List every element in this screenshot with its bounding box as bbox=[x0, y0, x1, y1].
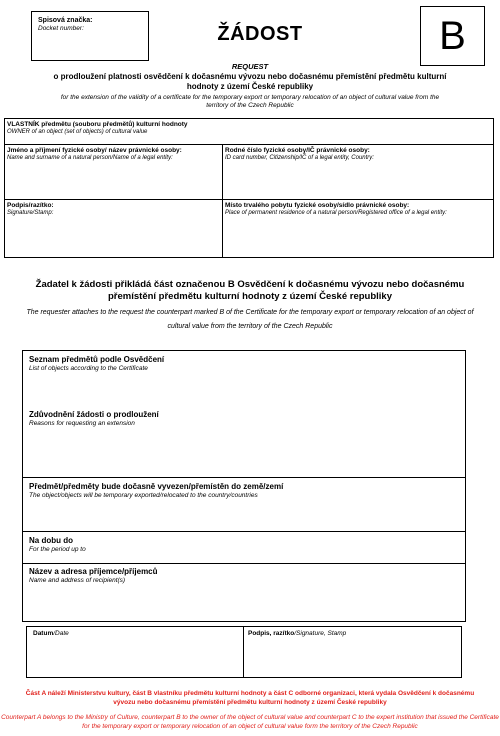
owner-signature-label-en: Signature/Stamp: bbox=[7, 210, 54, 216]
title-en: REQUEST bbox=[231, 62, 269, 71]
recipient-field[interactable] bbox=[23, 564, 465, 621]
owner-id-label-cz: Rodné číslo fyzické osoby/IČ právnické osoby: bbox=[225, 147, 370, 154]
period-label-cz: Na dobu do bbox=[29, 536, 73, 545]
objects-list-field[interactable] bbox=[23, 351, 465, 406]
date-label-cz: Datum bbox=[33, 630, 54, 637]
owner-signature-field[interactable] bbox=[5, 200, 222, 258]
owner-section bbox=[4, 118, 494, 258]
owner-id-label-en: ID card number, Citizenship/IČ of a legal entity, Country: bbox=[225, 155, 374, 161]
request-subtitle-cz: o prodloužení platnosti osvědčení k dočasnému vývozu nebo dočasnému přemístění předmětu kulturní hodnoty z území České republiky bbox=[53, 72, 447, 91]
recipient-label-en: Name and address of recipient(s) bbox=[29, 577, 126, 584]
docket-number-box[interactable] bbox=[31, 11, 149, 61]
date-field[interactable] bbox=[27, 627, 243, 677]
request-details-section bbox=[22, 350, 466, 622]
owner-name-label-en: Name and surname of a natural person/Name of a legal entity: bbox=[7, 155, 173, 161]
period-label-en: For the period up to bbox=[29, 546, 86, 553]
owner-id-field[interactable] bbox=[223, 145, 493, 199]
destination-country-label-cz: Předmět/předměty bude dočasně vyvezen/přemístěn do země/zemí bbox=[29, 482, 284, 491]
signature-label-cz: Podpis, razítko bbox=[248, 630, 295, 637]
signature-row bbox=[26, 626, 462, 678]
owner-residence-label-en: Place of permanent residence of a natural person/Registered office of a legal entity: bbox=[225, 210, 447, 216]
docket-label-cz: Spisová značka: bbox=[38, 17, 93, 24]
owner-heading bbox=[5, 119, 493, 145]
signature-stamp-field[interactable] bbox=[244, 627, 461, 677]
objects-list-label-cz: Seznam předmětů podle Osvědčení bbox=[29, 355, 165, 364]
recipient-label-cz: Název a adresa příjemce/příjemců bbox=[29, 567, 158, 576]
period-field[interactable] bbox=[23, 532, 465, 564]
extension-reason-label-en: Reasons for requesting an extension bbox=[29, 420, 135, 427]
owner-heading-cz: VLASTNÍK předmětu (souboru předmětů) kulturní hodnoty bbox=[7, 121, 188, 128]
docket-label-en: Docket number: bbox=[38, 25, 84, 32]
attachment-statement-en: The requester attaches to the request the counterpart marked B of the Certificate for the temporary export or temporary relocation of an object of cultural value from the territory of the Czech Republic bbox=[26, 309, 474, 330]
request-subtitle-en: for the extension of the validity of a certificate for the temporary export or temporary relocation of an object of cultural value from the territory of the Czech Republic bbox=[60, 94, 440, 109]
destination-country-label-en: The object/objects will be temporary exported/relocated to the country/countries bbox=[29, 492, 258, 499]
owner-name-field[interactable] bbox=[5, 145, 222, 199]
owner-residence-field[interactable] bbox=[223, 200, 493, 258]
extension-reason-label-cz: Zdůvodnění žádosti o prodloužení bbox=[29, 410, 159, 419]
owner-residence-label-cz: Místo trvalého pobytu fyzické osoby/sídlo právnické osoby: bbox=[225, 202, 410, 209]
owner-signature-label-cz: Podpis/razítko: bbox=[7, 202, 54, 209]
owner-heading-en: OWNER of an object (set of objects) of cultural value bbox=[7, 129, 148, 135]
signature-label-en: /Signature, Stamp bbox=[294, 630, 347, 637]
attachment-statement-cz: Žadatel k žádosti přikládá část označenou B Osvědčení k dočasnému vývozu nebo dočasnému přemístění předmětu kulturní hodnoty z území České republiky bbox=[35, 279, 465, 302]
destination-country-field[interactable] bbox=[23, 478, 465, 531]
owner-name-label-cz: Jméno a příjmení fyzické osoby/ název právnické osoby: bbox=[7, 147, 182, 154]
extension-reason-field[interactable] bbox=[23, 406, 465, 476]
footer-note-cz: Část A náleží Ministerstvu kultury, část B vlastníku předmětu kulturní hodnoty a část C odborné organizaci, která vydala Osvědčení k dočasnému vývozu nebo dočasnému přemístění předmětu kulturní hodnoty z území České republiky bbox=[25, 690, 475, 706]
page-title: ŽÁDOST bbox=[217, 23, 303, 45]
footer-note-en: Counterpart A belongs to the Ministry of Culture, counterpart B to the owner of the object of cultural value and counterpart C to the expert institution that issued the Certificate for the temporary export or temporary relocation of an object of cultural value form the territory of the Czech Republic bbox=[1, 714, 499, 730]
objects-list-label-en: List of objects according to the Certificate bbox=[29, 365, 148, 372]
date-label-en: /Date bbox=[53, 630, 69, 637]
counterpart-letter: B bbox=[420, 6, 485, 66]
